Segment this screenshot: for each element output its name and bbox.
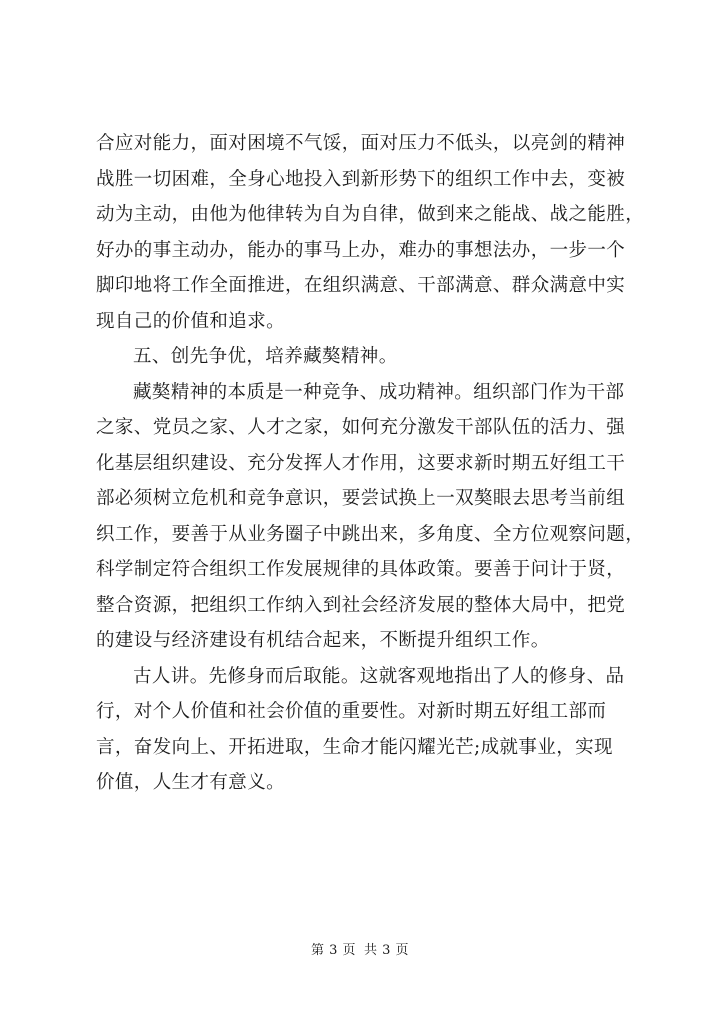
body-line: 脚印地将工作全面推进，在组织满意、干部满意、群众满意中实 [96, 275, 626, 296]
body-line: 部必须树立危机和竞争意识，要尝试换上一双獒眼去思考当前组 [96, 488, 626, 509]
body-line: 价值，人生才有意义。 [96, 772, 286, 793]
body-line: 战胜一切困难，全身心地投入到新形势下的组织工作中去，变被 [96, 168, 626, 190]
page-total: 共 3 页 [364, 943, 410, 958]
body-line: 古人讲。先修身而后取能。这就客观地指出了人的修身、品 [133, 665, 625, 687]
document-body [96, 129, 666, 804]
body-line: 的建设与经济建设有机结合起来，不断提升组织工作。 [96, 630, 550, 651]
body-line: 织工作，要善于从业务圈子中跳出来，多角度、全方位观察问题， [96, 523, 645, 545]
section-heading: 五、创先争优，培养藏獒精神。 [133, 346, 398, 367]
body-line: 化基层组织建设、充分发挥人才作用，这要求新时期五好组工干 [96, 452, 626, 474]
body-line: 之家、党员之家、人才之家，如何充分激发干部队伍的活力、强 [96, 417, 626, 438]
body-line: 动为主动，由他为他律转为自为自律，做到来之能战、战之能胜， [96, 204, 645, 225]
body-line: 言，奋发向上、开拓进取，生命才能闪耀光芒;成就事业，实现 [96, 736, 613, 758]
body-line: 好办的事主动办，能办的事马上办，难办的事想法办，一步一个 [96, 239, 626, 261]
page-number: 第 3 页 [310, 943, 356, 958]
body-line: 行，对个人价值和社会价值的重要性。对新时期五好组工部而 [96, 701, 607, 722]
body-line: 现自己的价值和追求。 [96, 310, 286, 332]
body-line: 科学制定符合组织工作发展规律的具体政策。要善于问计于贤， [96, 559, 626, 580]
body-line: 合应对能力，面对困境不气馁，面对压力不低头，以亮剑的精神 [96, 133, 626, 154]
body-line: 整合资源，把组织工作纳入到社会经济发展的整体大局中，把党 [96, 594, 626, 616]
body-line: 藏獒精神的本质是一种竞争、成功精神。组织部门作为干部 [133, 381, 625, 403]
page-footer [0, 939, 720, 958]
